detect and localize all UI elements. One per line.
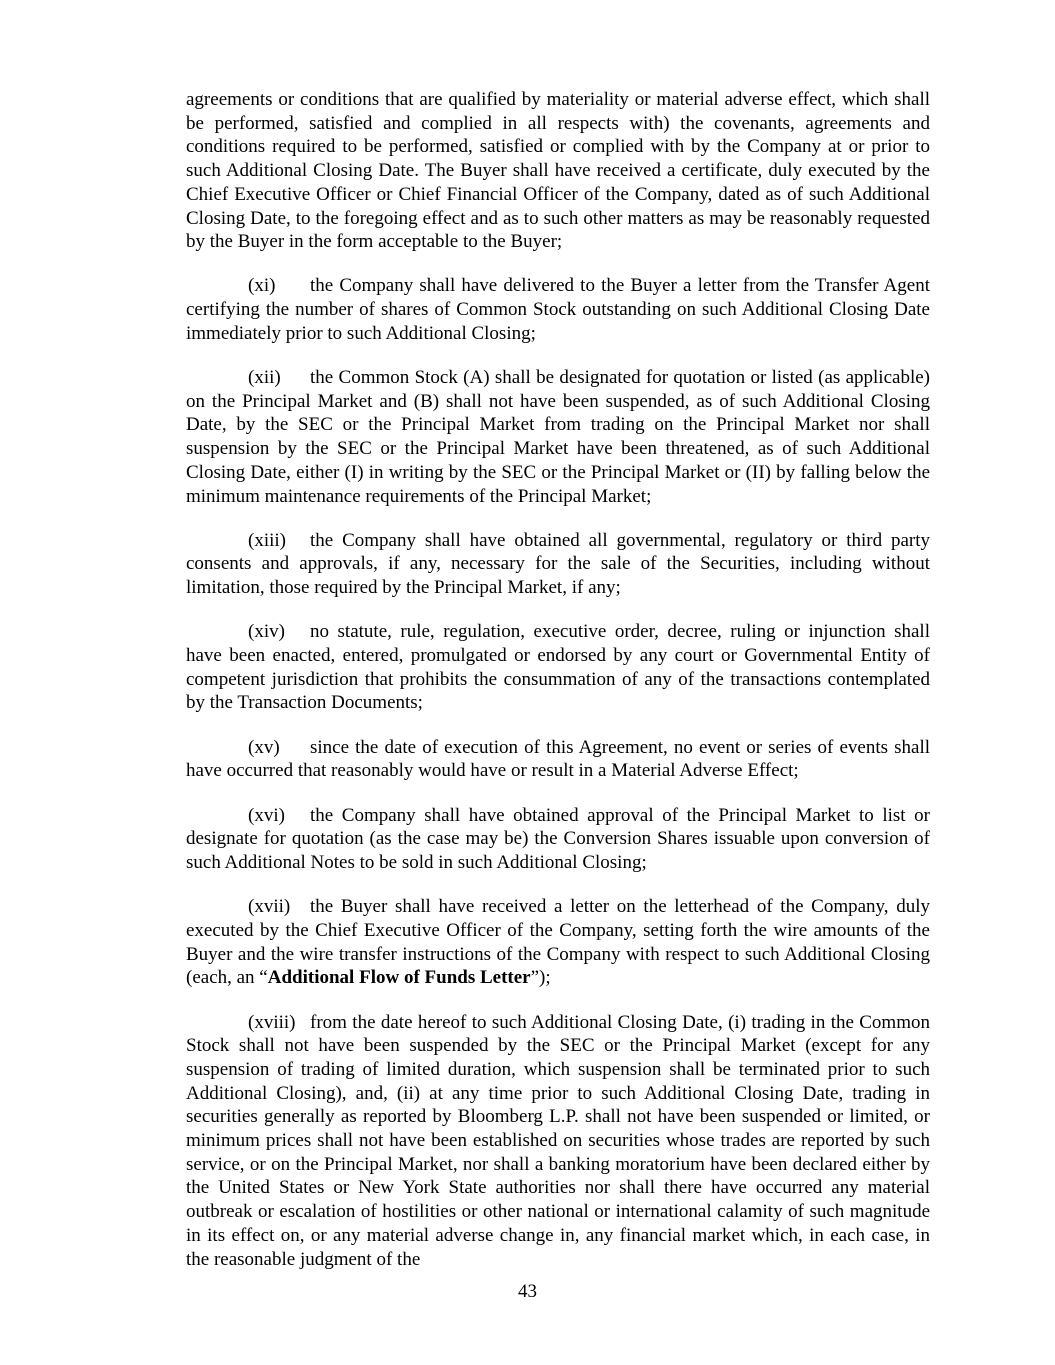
continuation-paragraph: agreements or conditions that are qualified by materiality or material adverse effect, which shall be performed, satisfied and complied in all respects with) the covenants, agreements and conditions required to be performed, satisfied or complied with by the Company at or prior to such Additional Closing Date. The Buyer shall have received a certificate, duly executed by the Chief Executive Officer or Chief Financial Officer of the Company, dated as of such Additional Closing Date, to the foregoing effect and as to such other matters as may be reasonably requested by the Buyer in the form acceptable to the Buyer;: [186, 89, 930, 253]
clause-number: (xvii): [248, 896, 291, 918]
clause-number: (xii): [248, 367, 281, 389]
page-number: 43: [518, 1281, 537, 1302]
clause-xiii: [186, 529, 930, 600]
clause-xvii: [186, 895, 930, 990]
clause-text-end: ”);: [530, 967, 551, 989]
document-page: [186, 88, 930, 1271]
clause-xviii: [186, 1011, 930, 1272]
clause-number: (xi): [248, 275, 276, 297]
clause-xiv: [186, 620, 930, 715]
clause-number: (xv): [248, 736, 280, 758]
clause-text: the Company shall have obtained approval of the Principal Market to list or designate for quotation (as the case may be) the Conversion Shares issuable upon conversion of such Additional Notes to be sold in such Additional Closing;: [186, 804, 930, 873]
clause-text: the Company shall have obtained all governmental, regulatory or third party consents and approvals, if any, necessary for the sale of the Securities, including without limitation, those required by the Principal Market, if any;: [186, 529, 930, 599]
clause-text: no statute, rule, regulation, executive order, decree, ruling or injunction shall have been enacted, entered, promulgated or endorsed by any court or Governmental Entity of competent jurisdiction that prohibits the consummation of any of the transactions contemplated by the Transaction Documents;: [186, 621, 930, 714]
clause-text: from the date hereof to such Additional Closing Date, (i) trading in the Common Stock shall not have been suspended by the SEC or the Principal Market (except for any suspension of trading of limited duration, which suspension shall be terminated prior to such Additional Closing), and, (ii) at any time prior to such Additional Closing Date, trading in securities generally as reported by Bloomberg L.P. shall not have been suspended or limited, or minimum prices shall not have been established on securities whose trades are reported by such service, or on the Principal Market, nor shall a banking moratorium have been declared either by the United States or New York State authorities nor shall there have occurred any material outbreak or escalation of hostilities or other national or international calamity of such magnitude in its effect on, or any material adverse change in, any financial market which, in each case, in the reasonable judgment of the: [186, 1011, 930, 1270]
clause-xi: [186, 274, 930, 345]
clause-number: (xviii): [248, 1011, 296, 1033]
defined-term: Additional Flow of Funds Letter: [267, 967, 531, 989]
clause-number: (xiii): [248, 529, 286, 551]
clause-xii: [186, 366, 930, 508]
clause-number: (xvi): [248, 804, 285, 826]
clause-text: the Company shall have delivered to the Buyer a letter from the Transfer Agent certifying the number of shares of Common Stock outstanding on such Additional Closing Date immediately prior to such Additional Closing;: [186, 275, 930, 344]
clause-number: (xiv): [248, 621, 285, 643]
clause-text: since the date of execution of this Agreement, no event or series of events shall have occurred that reasonably would have or result in a Material Adverse Effect;: [186, 736, 930, 782]
clause-xv: [186, 736, 930, 783]
clause-text: the Common Stock (A) shall be designated for quotation or listed (as applicable) on the Principal Market and (B) shall not have been suspended, as of such Additional Closing Date, by the SEC or the Principal Market from trading on the Principal Market nor shall suspension by the SEC or the Principal Market have been threatened, as of such Additional Closing Date, either (I) in writing by the SEC or the Principal Market or (II) by falling below the minimum maintenance requirements of the Principal Market;: [186, 367, 930, 507]
clause-xvi: [186, 804, 930, 875]
clause-text: the Buyer shall have received a letter on the letterhead of the Company, duly executed by the Chief Executive Officer of the Company, setting forth the wire amounts of the Buyer and the wire transfer instructions of the Company with respect to such Additional Closing (each, an “: [186, 896, 930, 989]
